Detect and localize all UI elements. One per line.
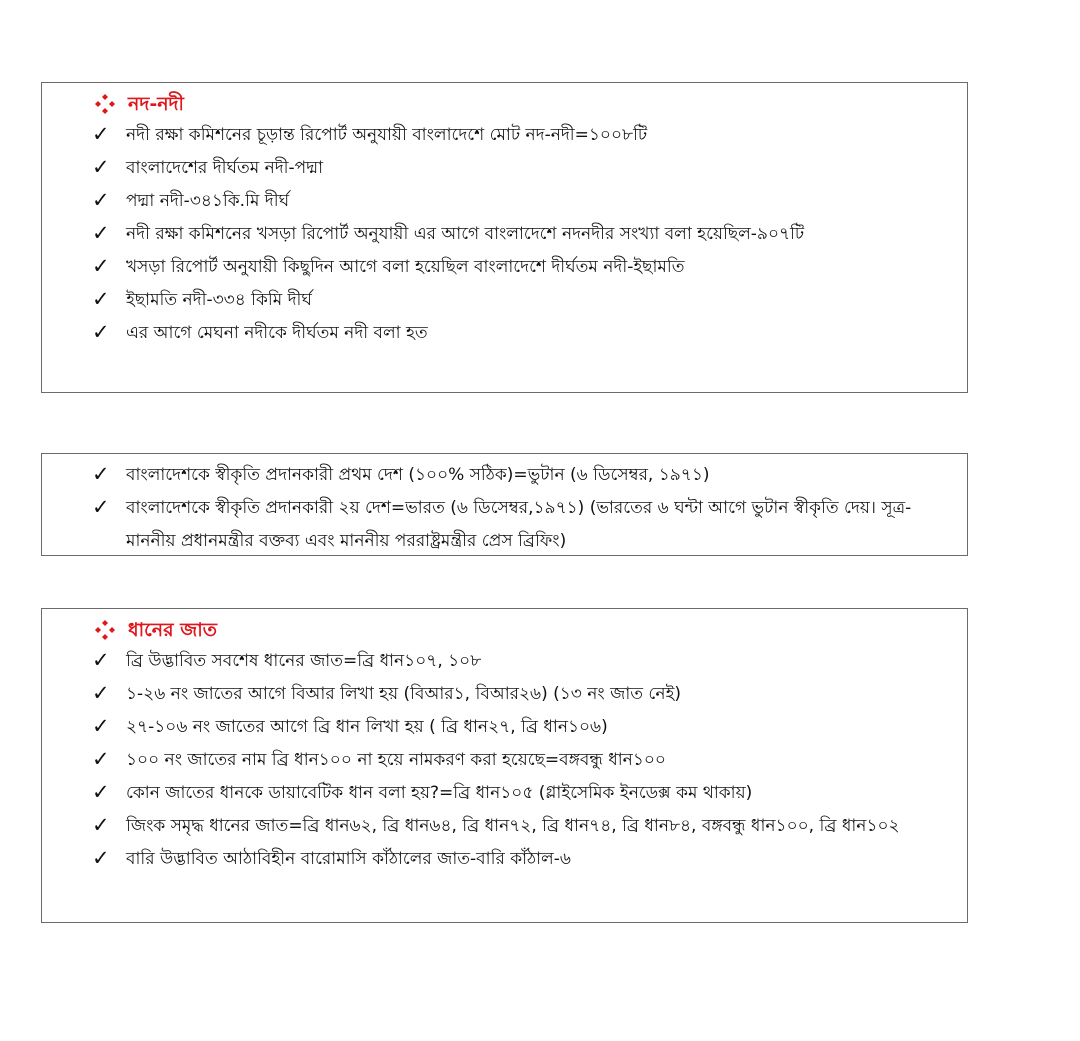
check-icon: ✓ (92, 122, 110, 146)
check-icon: ✓ (92, 254, 110, 278)
list-item (42, 777, 967, 810)
list-item-text: বাংলাদেশকে স্বীকৃতি প্রদানকারী প্রথম দেশ (১০০% সঠিক)=ভুটান (৬ ডিসেম্বর, ১৯৭১) (126, 465, 710, 485)
check-icon: ✓ (92, 221, 110, 245)
check-icon: ✓ (92, 747, 110, 771)
list-item (42, 492, 967, 558)
rivers-section-heading (42, 89, 967, 119)
list-item-text: জিংক সমৃদ্ধ ধানের জাত=ব্রি ধান৬২, ব্রি ধান৬৪, ব্রি ধান৭২, ব্রি ধান৭৪, ব্রি ধান৮৪, বঙ্গবন্ধু ধান১০০, ব্রি ধান১০২ (126, 816, 900, 836)
rivers-section-title: নদ-নদী (128, 93, 184, 115)
list-item (42, 317, 967, 350)
check-icon: ✓ (92, 155, 110, 179)
rice-section-title: ধানের জাত (128, 619, 217, 641)
list-item-text: খসড়া রিপোর্ট অনুযায়ী কিছুদিন আগে বলা হয়েছিল বাংলাদেশে দীর্ঘতম নদী-ইছামতি (126, 257, 685, 277)
check-icon: ✓ (92, 813, 110, 837)
list-item-text: এর আগে মেঘনা নদীকে দীর্ঘতম নদী বলা হত (126, 323, 428, 343)
list-item (42, 152, 967, 185)
check-icon: ✓ (92, 681, 110, 705)
four-diamond-icon (94, 619, 116, 641)
check-icon: ✓ (92, 648, 110, 672)
list-item-text: বাংলাদেশকে স্বীকৃতি প্রদানকারী ২য় দেশ=ভারত (৬ ডিসেম্বর,১৯৭১) (ভারতের ৬ ঘন্টা আগে ভুটান স্বীকৃতি দেয়। সূত্র-মাননীয় প্রধানমন্ত্রীর বক্তব্য এবং মাননীয় পররাষ্ট্রমন্ত্রীর প্রেস ব্রিফিং) (126, 498, 912, 551)
check-icon: ✓ (92, 287, 110, 311)
list-item-text: ইছামতি নদী-৩৩৪ কিমি দীর্ঘ (126, 290, 312, 310)
list-item-text: নদী রক্ষা কমিশনের চূড়ান্ত রিপোর্ট অনুযায়ী বাংলাদেশে মোট নদ-নদী=১০০৮টি (126, 125, 648, 145)
list-item-text: ব্রি উদ্ভাবিত সবশেষ ধানের জাত=ব্রি ধান১০৭, ১০৮ (126, 651, 482, 671)
check-icon: ✓ (92, 495, 110, 519)
list-item-text: ১০০ নং জাতের নাম ব্রি ধান১০০ না হয়ে নামকরণ করা হয়েছে=বঙ্গবন্ধু ধান১০০ (126, 750, 666, 770)
four-diamond-icon (94, 93, 116, 115)
check-icon: ✓ (92, 462, 110, 486)
list-item-text: পদ্মা নদী-৩৪১কি.মি দীর্ঘ (126, 191, 290, 211)
list-item (42, 711, 967, 744)
list-item (42, 218, 967, 251)
list-item (42, 185, 967, 218)
list-item (42, 645, 967, 678)
list-item-text: ১-২৬ নং জাতের আগে বিআর লিখা হয় (বিআর১, বিআর২৬) (১৩ নং জাত নেই) (126, 684, 681, 704)
list-item (42, 459, 967, 492)
list-item (42, 843, 967, 876)
list-item-text: ২৭-১০৬ নং জাতের আগে ব্রি ধান লিখা হয় ( ব্রি ধান২৭, ব্রি ধান১০৬) (126, 717, 608, 737)
list-item-text: নদী রক্ষা কমিশনের খসড়া রিপোর্ট অনুযায়ী এর আগে বাংলাদেশে নদনদীর সংখ্যা বলা হয়েছিল-৯০৭টি (126, 224, 805, 244)
recognition-section-box (41, 453, 968, 556)
list-item (42, 284, 967, 317)
check-icon: ✓ (92, 846, 110, 870)
list-item-text: কোন জাতের ধানকে ডায়াবেটিক ধান বলা হয়?=ব্রি ধান১০৫ (গ্লাইসেমিক ইনডেক্স কম থাকায়) (126, 783, 753, 803)
list-item (42, 251, 967, 284)
check-icon: ✓ (92, 320, 110, 344)
rice-section-heading (42, 615, 967, 645)
list-item (42, 119, 967, 152)
list-item (42, 744, 967, 777)
rivers-section-box (41, 82, 968, 393)
check-icon: ✓ (92, 188, 110, 212)
list-item-text: বারি উদ্ভাবিত আঠাবিহীন বারোমাসি কাঁঠালের জাত-বারি কাঁঠাল-৬ (126, 849, 571, 869)
list-item (42, 810, 967, 843)
check-icon: ✓ (92, 714, 110, 738)
list-item-text: বাংলাদেশের দীর্ঘতম নদী-পদ্মা (126, 158, 324, 178)
check-icon: ✓ (92, 780, 110, 804)
rice-varieties-section-box (41, 608, 968, 923)
list-item (42, 678, 967, 711)
